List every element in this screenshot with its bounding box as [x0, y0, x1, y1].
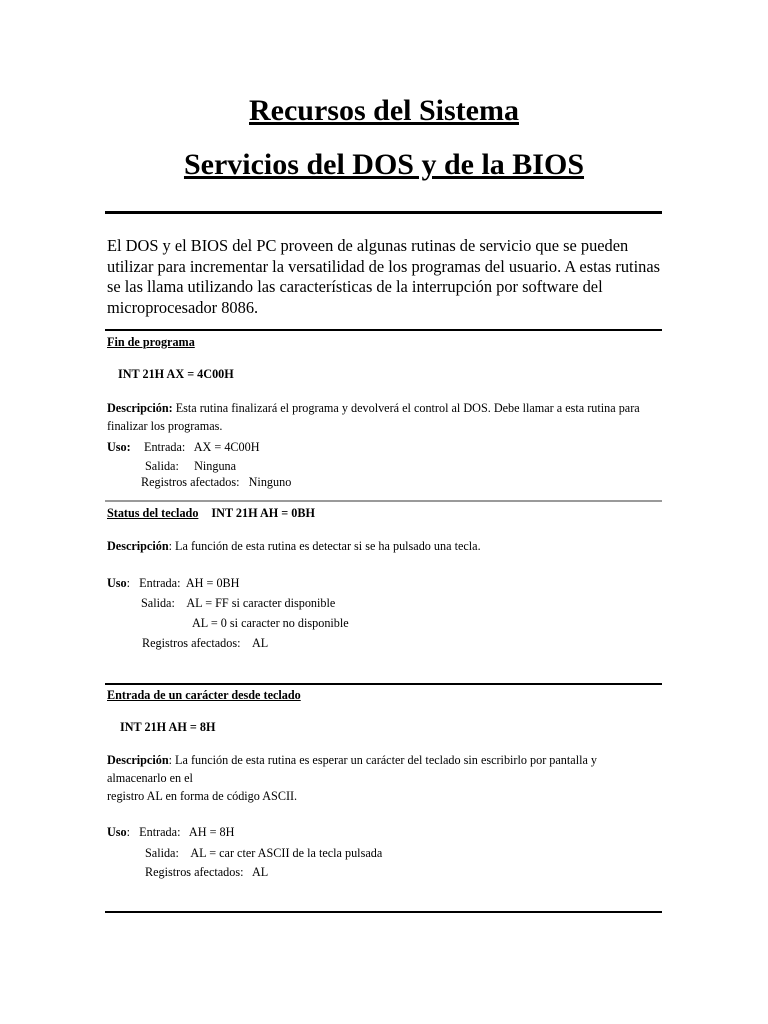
salida-value: Salida: AL = FF si caracter disponible — [141, 596, 336, 610]
description-line — [107, 400, 640, 417]
salida-value: Salida: Ninguna — [145, 459, 237, 473]
divider — [105, 911, 662, 913]
registros-afectados: Registros afectados: Ninguno — [141, 475, 292, 489]
uso-label: Uso — [107, 825, 127, 839]
interrupt-code: INT 21H AH = 8H — [120, 720, 216, 734]
description-text: : La función de esta rutina es esperar un carácter del teclado sin escribirlo por pantalla y — [168, 753, 598, 767]
section-heading-entrada-caracter: Entrada de un carácter desde teclado — [107, 688, 301, 702]
salida-value-alt: AL = 0 si caracter no disponible — [192, 616, 349, 630]
divider — [105, 211, 662, 214]
description-line — [107, 538, 481, 555]
description-label: Descripción: — [107, 401, 173, 415]
description-line: finalizar los programas. — [107, 419, 223, 433]
uso-label: Uso — [107, 576, 127, 590]
entrada-value: : Entrada: AH = 8H — [126, 825, 235, 839]
description-label: Descripción — [107, 539, 169, 553]
section-heading-status-teclado: Status del teclado — [107, 506, 199, 520]
description-text: : La función de esta rutina es detectar si se ha pulsado una tecla. — [168, 539, 481, 553]
section-heading-row — [107, 505, 315, 522]
interrupt-code: INT 21H AH = 0BH — [211, 506, 315, 520]
divider — [105, 500, 662, 502]
entrada-value: : Entrada: AH = 0BH — [126, 576, 240, 590]
uso-line — [107, 824, 234, 841]
registros-afectados: Registros afectados: AL — [142, 636, 269, 650]
description-text: Esta rutina finalizará el programa y devolverá el control al DOS. Debe llamar a esta rutina para — [172, 401, 640, 415]
description-label: Descripción — [107, 753, 169, 767]
divider — [105, 683, 662, 685]
description-line: registro AL en forma de código ASCII. — [107, 789, 298, 803]
divider — [105, 329, 662, 331]
description-line: almacenarlo en el — [107, 771, 193, 785]
intro-paragraph: El DOS y el BIOS del PC proveen de algunas rutinas de servicio que se pueden utilizar para incrementar la versatilidad de los programas del usuario. A estas rutinas se las llama utilizando las características de la interrupción por software del microprocesador 8086. — [107, 236, 660, 317]
section-heading-fin-de-programa: Fin de programa — [107, 335, 195, 349]
salida-value: Salida: AL = car cter ASCII de la tecla pulsada — [145, 846, 383, 860]
entrada-value: Entrada: AX = 4C00H — [144, 440, 260, 454]
registros-afectados: Registros afectados: AL — [145, 865, 269, 879]
description-line — [107, 752, 597, 769]
uso-line — [107, 575, 239, 592]
interrupt-code: INT 21H AX = 4C00H — [118, 367, 234, 381]
uso-label: Uso: — [107, 440, 131, 454]
document-subtitle: Servicios del DOS y de la BIOS — [183, 148, 585, 181]
document-title: Recursos del Sistema — [249, 94, 519, 127]
